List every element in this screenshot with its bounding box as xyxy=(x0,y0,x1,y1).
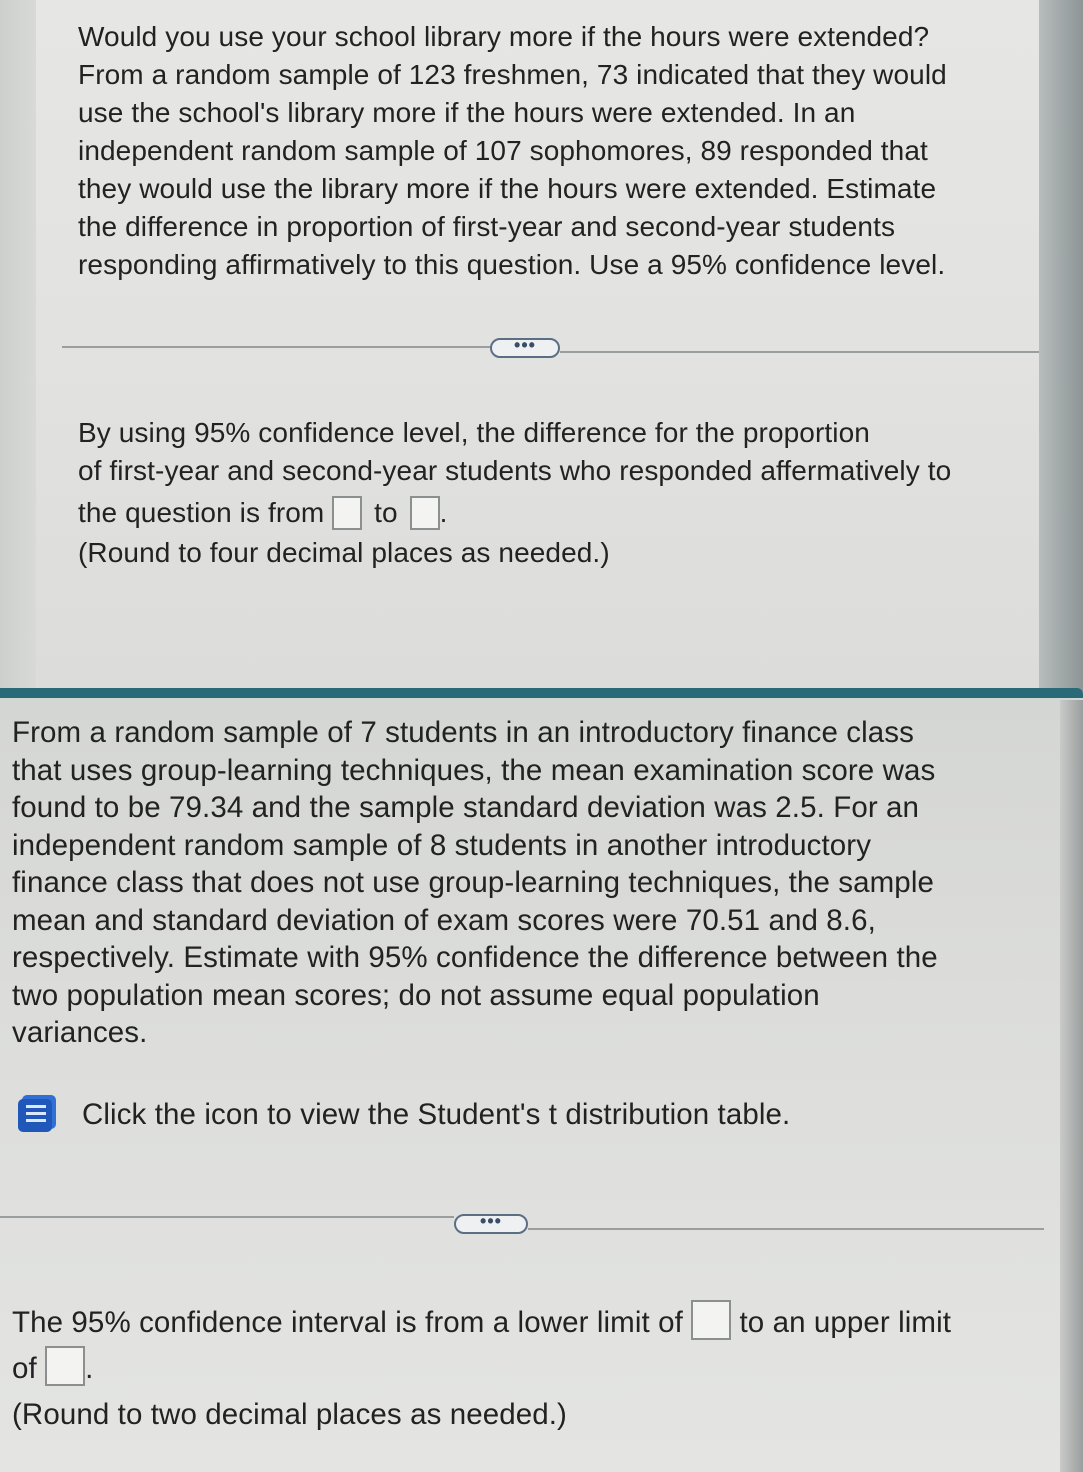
answer-1-block xyxy=(78,414,951,572)
expand-more-button-1[interactable]: ••• xyxy=(490,338,560,358)
question-1-line: the difference in proportion of first-year and second-year students xyxy=(78,211,896,242)
answer-1-middle: to xyxy=(374,497,398,528)
question-1-line: use the school's library more if the hours were extended. In an xyxy=(78,97,856,128)
answer-2-line xyxy=(12,1346,951,1392)
question-1-line: From a random sample of 123 freshmen, 73 indicated that they would xyxy=(78,59,947,90)
answer-1-line: By using 95% confidence level, the difference for the proportion xyxy=(78,417,870,448)
divider-1-right xyxy=(560,351,1039,353)
answer-2-prefix: The 95% confidence interval is from a lower limit of xyxy=(12,1306,683,1339)
question-2-line: that uses group-learning techniques, the mean examination score was xyxy=(12,753,936,787)
question-2-line: From a random sample of 7 students in an introductory finance class xyxy=(12,716,914,749)
question-1-line: Would you use your school library more if the hours were extended? xyxy=(78,21,930,52)
question-2-line: two population mean scores; do not assume equal population xyxy=(12,978,820,1012)
question-2-line: mean and standard deviation of exam scores were 70.51 and 8.6, xyxy=(12,903,876,937)
question-2-text xyxy=(12,714,938,1052)
answer-2-of: of xyxy=(12,1352,37,1385)
t-table-link[interactable]: Click the icon to view the Student's t distribution table. xyxy=(82,1098,791,1131)
lower-bound-input-1[interactable] xyxy=(332,496,362,530)
photo-edge-right-bottom xyxy=(1060,700,1083,1472)
answer-2-block xyxy=(12,1300,951,1438)
question-1-line: they would use the library more if the hours were extended. Estimate xyxy=(78,173,937,204)
question-1-line: responding affirmatively to this question. Use a 95% confidence level. xyxy=(78,249,946,280)
answer-2-middle: to an upper limit xyxy=(739,1306,952,1339)
question-1-line: independent random sample of 107 sophomores, 89 responded that xyxy=(78,135,928,166)
question-2-line: independent random sample of 8 students in another introductory xyxy=(12,828,872,862)
upper-limit-input-2[interactable] xyxy=(45,1346,85,1386)
answer-1-prefix: the question is from xyxy=(78,497,325,528)
question-2-line: finance class that does not use group-learning techniques, the sample xyxy=(12,866,934,899)
rounding-note-1: (Round to four decimal places as needed.) xyxy=(78,537,610,568)
answer-1-line: of first-year and second-year students who responded affermatively to xyxy=(78,455,952,486)
photo-edge-left xyxy=(0,0,36,692)
answer-1-suffix: . xyxy=(439,497,448,528)
rounding-note-2: (Round to two decimal places as needed.) xyxy=(12,1398,567,1431)
answer-2-suffix: . xyxy=(85,1352,94,1385)
t-table-book-icon[interactable] xyxy=(16,1092,64,1134)
window-top-bar xyxy=(0,688,1083,698)
answer-1-inputs-line xyxy=(78,494,951,532)
question-2-line: found to be 79.34 and the sample standard deviation was 2.5. For an xyxy=(12,791,920,824)
divider-2-left xyxy=(0,1216,454,1218)
photo-edge-right xyxy=(1039,0,1083,692)
question-2-line: variances. xyxy=(12,1016,148,1049)
question-2-line: respectively. Estimate with 95% confidence the difference between the xyxy=(12,941,938,974)
upper-bound-input-1[interactable] xyxy=(410,496,440,530)
question-1-text xyxy=(78,18,947,284)
divider-2-right xyxy=(528,1228,1044,1230)
answer-2-line xyxy=(12,1300,951,1346)
expand-more-button-2[interactable]: ••• xyxy=(454,1214,528,1234)
lower-limit-input-2[interactable] xyxy=(691,1300,731,1340)
divider-1-left xyxy=(62,346,490,348)
